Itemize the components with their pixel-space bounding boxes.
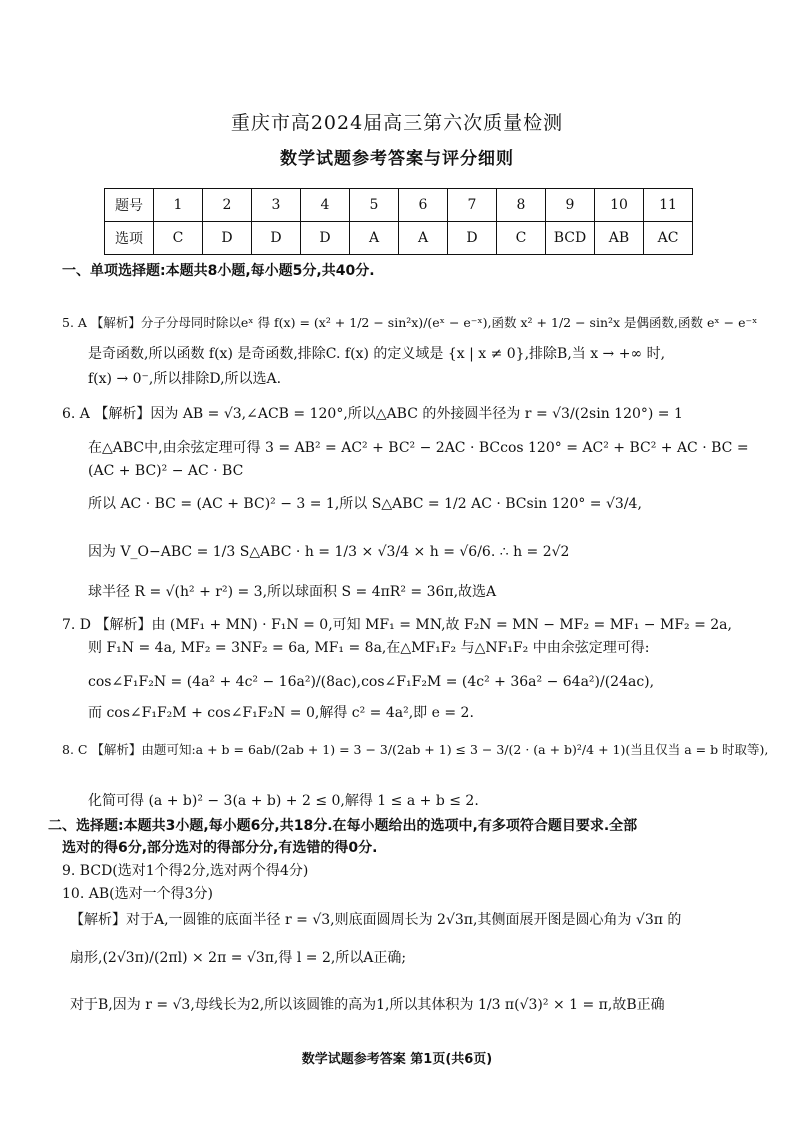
solution-10-line-3: 对于B,因为 r = √3,母线长为2,所以该圆锥的高为1,所以其体积为 1/3 π(√3)² × 1 = π,故B正确 xyxy=(70,997,665,1013)
answer-10: 10. AB(选对一个得3分) xyxy=(62,886,213,902)
solution-6-line-4: 所以 AC · BC = (AC + BC)² − 3 = 1,所以 S△ABC = 1/2 AC · BCsin 120° = √3/4, xyxy=(88,496,642,512)
solution-7-line-1: 7. D 【解析】由 (MF₁ + MN) · F₁N = 0,可知 MF₁ = MN,故 F₂N = MN − MF₂ = MF₁ − MF₂ = 2a, xyxy=(62,617,732,633)
table-header-cell: 题号 xyxy=(105,189,154,222)
section-heading-2-line-1: 二、选择题:本题共3小题,每小题6分,共18分.在每小题给出的选项中,有多项符合题目要求.全部 xyxy=(48,818,638,834)
solution-6-line-3: (AC + BC)² − AC · BC xyxy=(88,463,244,479)
table-cell: 7 xyxy=(448,189,497,222)
section-heading-1: 一、单项选择题:本题共8小题,每小题5分,共40分. xyxy=(62,263,375,279)
solution-6-line-2: 在△ABC中,由余弦定理可得 3 = AB² = AC² + BC² − 2AC · BCcos 120° = AC² + BC² + AC · BC = xyxy=(88,440,749,456)
solution-10-line-2: 扇形,(2√3π)/(2πl) × 2π = √3π,得 l = 2,所以A正确; xyxy=(70,950,407,966)
table-cell: 1 xyxy=(154,189,203,222)
solution-7-line-2: 则 F₁N = 4a, MF₂ = 3NF₂ = 6a, MF₁ = 8a,在△MF₁F₂ 与△NF₁F₂ 中由余弦定理可得: xyxy=(88,640,650,656)
table-cell: 2 xyxy=(203,189,252,222)
solution-5-line-2: 是奇函数,所以函数 f(x) 是奇函数,排除C. f(x) 的定义域是 {x | x ≠ 0},排除B,当 x → +∞ 时, xyxy=(88,346,666,362)
solution-6-line-5: 因为 V_O−ABC = 1/3 S△ABC · h = 1/3 × √3/4 × h = √6/6. ∴ h = 2√2 xyxy=(88,544,570,560)
solution-6-line-6: 球半径 R = √(h² + r²) = 3,所以球面积 S = 4πR² = 36π,故选A xyxy=(88,584,497,600)
table-cell: 3 xyxy=(252,189,301,222)
table-cell: C xyxy=(154,222,203,255)
page-title: 重庆市高2024届高三第六次质量检测 xyxy=(230,112,564,134)
table-cell: 6 xyxy=(399,189,448,222)
table-cell: 11 xyxy=(644,189,693,222)
table-cell: AB xyxy=(595,222,644,255)
table-cell: A xyxy=(350,222,399,255)
table-cell: 10 xyxy=(595,189,644,222)
page-footer: 数学试题参考答案 第1页(共6页) xyxy=(301,1052,493,1067)
table-row xyxy=(105,189,693,222)
solution-7-line-3: cos∠F₁F₂N = (4a² + 4c² − 16a²)/(8ac),cos∠F₁F₂M = (4c² + 36a² − 64a²)/(24ac), xyxy=(88,674,655,690)
solution-5-line-3: f(x) → 0⁻,所以排除D,所以选A. xyxy=(88,371,282,387)
answer-table xyxy=(104,188,693,255)
table-cell: 5 xyxy=(350,189,399,222)
table-cell: AC xyxy=(644,222,693,255)
table-cell: D xyxy=(252,222,301,255)
page-subtitle: 数学试题参考答案与评分细则 xyxy=(280,149,514,169)
solution-8-line-2: 化简可得 (a + b)² − 3(a + b) + 2 ≤ 0,解得 1 ≤ a + b ≤ 2. xyxy=(88,793,479,809)
table-cell: A xyxy=(399,222,448,255)
table-cell: 8 xyxy=(497,189,546,222)
table-cell: D xyxy=(301,222,350,255)
solution-10-line-1: 【解析】对于A,一圆锥的底面半径 r = √3,则底面圆周长为 2√3π,其侧面展开图是圆心角为 √3π 的 xyxy=(70,912,682,928)
table-cell: D xyxy=(203,222,252,255)
solution-5-line-1: 5. A 【解析】分子分母同时除以eˣ 得 f(x) = (x² + 1/2 − sin²x)/(eˣ − e⁻ˣ),函数 x² + 1/2 − sin²x 是偶函数,函数 eˣ − e⁻ˣ xyxy=(62,315,758,330)
solution-7-line-4: 而 cos∠F₁F₂M + cos∠F₁F₂N = 0,解得 c² = 4a²,即 e = 2. xyxy=(88,705,474,721)
table-cell: D xyxy=(448,222,497,255)
solution-8-line-1: 8. C 【解析】由题可知:a + b = 6ab/(2ab + 1) = 3 − 3/(2ab + 1) ≤ 3 − 3/(2 · (a + b)²/4 + 1)(当且仅当 a = b 时取等), xyxy=(62,742,769,757)
table-cell: 4 xyxy=(301,189,350,222)
table-cell: C xyxy=(497,222,546,255)
table-cell: 9 xyxy=(546,189,595,222)
solution-6-line-1: 6. A 【解析】因为 AB = √3,∠ACB = 120°,所以△ABC 的外接圆半径为 r = √3/(2sin 120°) = 1 xyxy=(62,406,683,422)
section-heading-2-line-2: 选对的得6分,部分选对的得部分分,有选错的得0分. xyxy=(62,840,378,856)
table-header-cell: 选项 xyxy=(105,222,154,255)
answer-9: 9. BCD(选对1个得2分,选对两个得4分) xyxy=(62,863,309,879)
table-row xyxy=(105,222,693,255)
table-cell: BCD xyxy=(546,222,595,255)
